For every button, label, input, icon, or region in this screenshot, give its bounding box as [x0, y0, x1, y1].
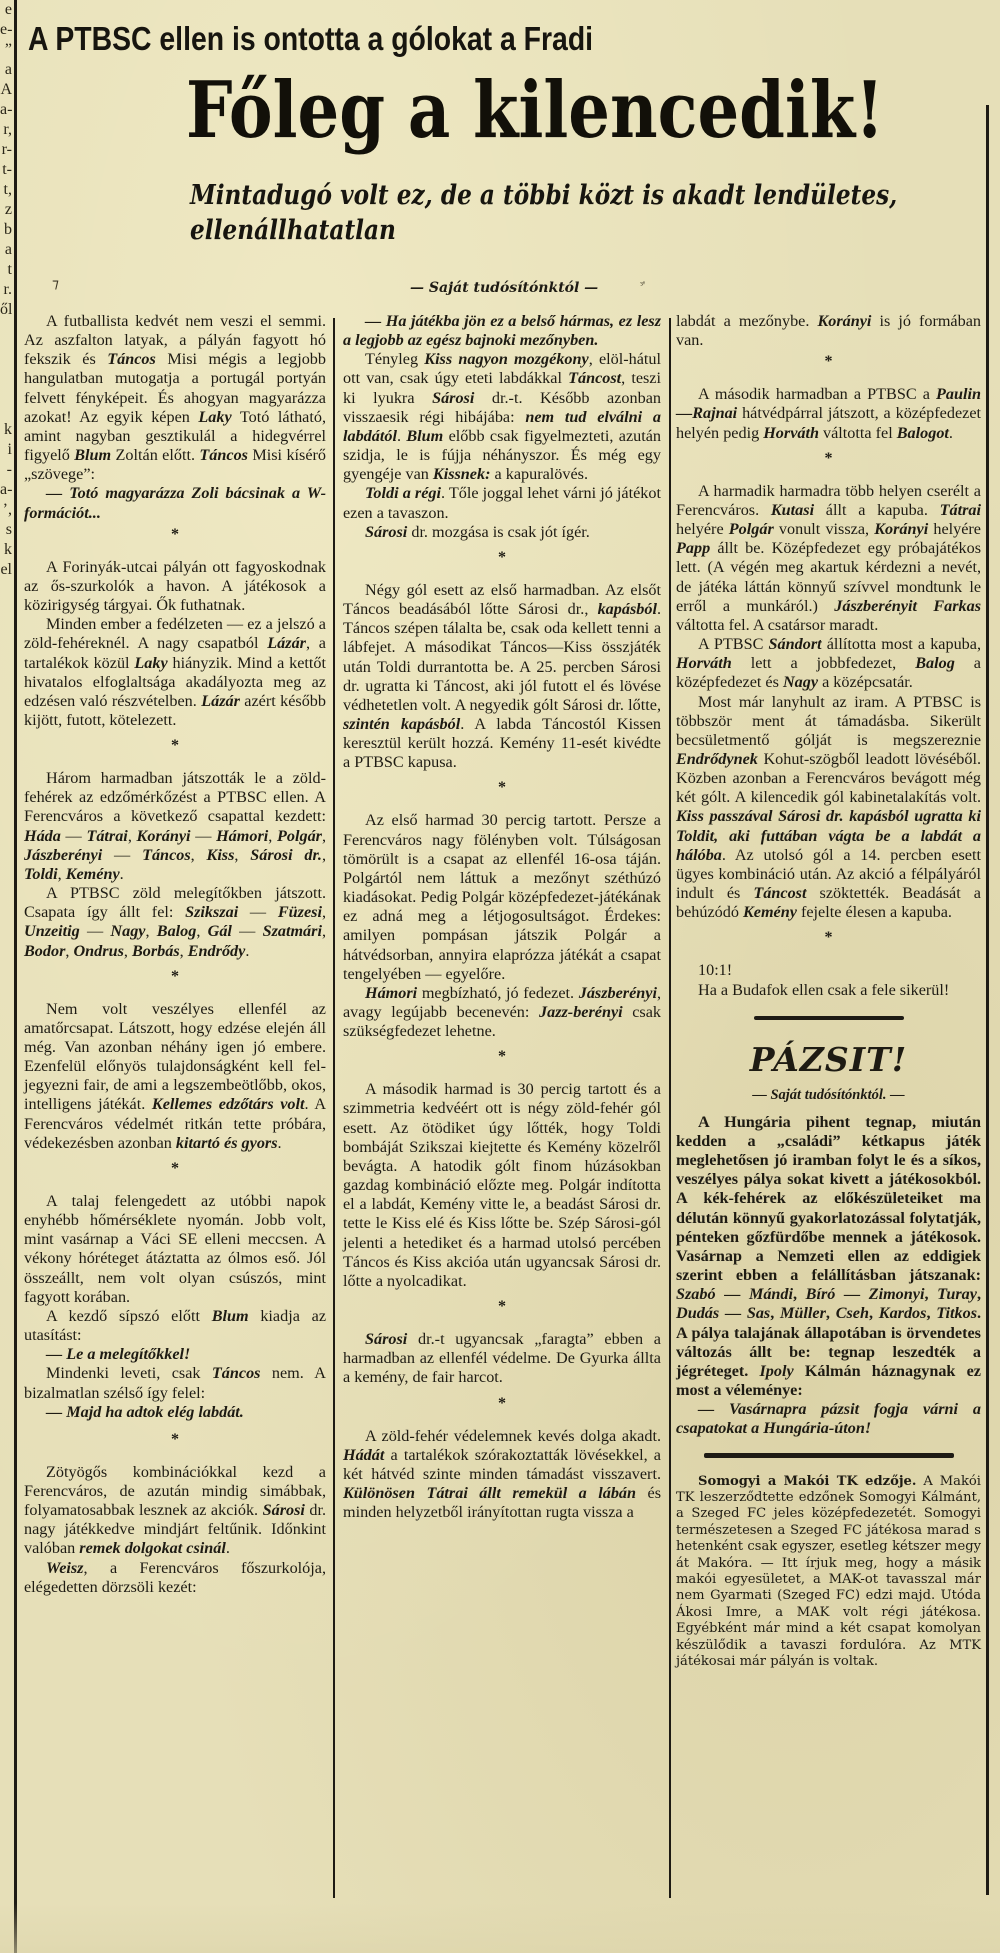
edge-fragment: z	[4, 201, 12, 218]
short-news-lead: Somogyi a Makói TK edzője.	[698, 1473, 917, 1489]
section-separator-star: *	[171, 1159, 179, 1177]
article-column-1	[24, 312, 326, 1597]
paragraph: A zöld-fehér védelemnek kevés dolga akadt. Hádát a tartalékok szórakoztatták lövésekkel, a két hátvéd szinte minden támadást visszavert. Különösen Tátrai állt remekül a lábán és minden helyzetből irányítottan rugta vissza a	[343, 1426, 661, 1522]
paragraph: Három harmadban játszották le a zöld-fehérek az edzőmérkőzést a PTBSC ellen. A Ferencváros a következő csapattal kezdett: Háda — Tátrai, Korányi — Hámori, Polgár, Jászberényi — Táncos, Kiss, Sárosi dr., Toldi, Kemény.	[24, 769, 327, 883]
quote-paragraph: — Majd ha adtok elég labdát.	[46, 1402, 244, 1421]
paragraph: Tényleg Kiss nagyon mozgékony, elöl-hátul ott van, csak úgy eteti labdákkal Táncost, teszi ki lyukra Sárosi dr.-t. Később azonban visszaesik régi hibájába: nem tud elválni a labdától. Blum előbb csak figyelmezteti, azután szidja, le is fújja néhányszor. És még egy gyengéje van Kissnek: a kapuralövés.	[343, 350, 661, 484]
paragraph: A talaj felengedett az utóbbi napok enyhébb hőmérséklete nyomán. Jobb volt, mint vasárnap a Váci SE elleni meccsen. A vékony hóréteget átáztatta az ólmos eső. Jól összeállt, nem volt olyan csúszós, mint fagyott korában.	[24, 1191, 326, 1306]
column-rule-1	[333, 318, 335, 1898]
paragraph: Négy gól esett az első harmadban. Az elsőt Táncos beadásából lőtte Sárosi dr., kapásból. Táncos szépen tálalta be, csak oda kellett tenni a lábfejet. A másodikat Táncos—Kiss összjáték után Toldi durrantotta be. A 25. percben Sárosi dr. ugratta ki Táncost, aki jól futott el és lövése védhetetlen volt. A negyedik gólt Sárosi dr. lőtte, szintén kapásból. A labda Táncostól Kissen keresztül került hozzá. Kemény 11-esét kivédte a PTBSC kapusa.	[343, 580, 661, 772]
edge-fragment: r.	[3, 281, 12, 298]
article-column-3	[676, 312, 981, 1670]
section-separator-star: *	[824, 929, 833, 947]
pazsit-headline: PÁZSIT!	[749, 1039, 908, 1079]
paragraph: A Hungária pihent tegnap, miután kedden a „családi” kétkapus játék meglehetősen jó iramban folyt le és a síkos, veszélyes pálya sokat kivett a játékosokból. A kék-fehérek az előkészületeiket ma délután könnyű gyakorlatozással folytatják, pénteken gőzfürdőbe mennek a játékosok. Vasárnap a Nemzeti ellen az eddigiek szerint ebben a felállításban játszanak: Szabó — Mándi, Bíró — Zimonyi, Turay, Dudás — Sas, Müller, Cseh, Kardos, Titkos. A pálya talajának állapotában is örvendetes változás állt be: tegnap leszedték a jégréteget. Ipoly Kálmán háznagynak ez most a véleménye:	[676, 1112, 982, 1400]
quote-paragraph: — Ha játékba jön ez a belső hármas, ez lesz a legjobb az egész bajnoki mezőnyben.	[343, 312, 661, 350]
column-rule-right	[986, 105, 989, 1895]
paragraph: A második harmadban a PTBSC a Paulin—Rajnai hátvédpárral játszott, a középfedezet helyén pedig Horváth váltotta fel Balogot.	[676, 385, 981, 442]
short-news-item	[676, 1474, 981, 1671]
quote-paragraph: — Le a melegítőkkel!	[46, 1345, 191, 1364]
section-separator-star: *	[498, 548, 506, 566]
section-separator-star: *	[171, 967, 179, 985]
short-news-body: A Makói TK leszerződtette edzőnek Somogyi Kálmánt, a Szeged FC jeles középfedezetét. Somogyi természetesen a Szeged FC játékosa marad s hetenként csak egyszer, esetleg kétszer megy át Makóra. — Itt írjuk meg, hogy a másik makói egyesületet, a MAK-ot tavasszal már nem Gyarmati (Szeged FC) edzi majd. Utóda Ákosi Imre, a MAK volt régi játékosa. Egyébként már mind a két csapat komolyan készülődik a tavaszi fordulóra. Az MTK játékosai már pályán is voltak.	[676, 1473, 981, 1669]
article-separator-rule	[704, 1453, 954, 1458]
edge-fragment: el	[0, 561, 12, 578]
paragraph: A kezdő sípszó előtt Blum kiadja az utasítást:	[24, 1306, 326, 1345]
edge-fragment: r,	[3, 121, 12, 138]
edge-fragment: b	[4, 221, 12, 238]
section-separator-star: *	[498, 1298, 506, 1316]
edge-fragment	[0, 380, 12, 400]
article-subheadline: Mintadugó volt ez, de a többi közt is akadt lendületes, ellenállhatatlan	[190, 180, 898, 246]
edge-fragment	[0, 340, 12, 360]
article-column-2	[343, 312, 661, 1522]
edge-fragment: k	[4, 541, 12, 558]
edge-fragment: t-	[2, 161, 12, 178]
edge-fragment: k	[4, 421, 12, 438]
edge-fragment: a-	[0, 101, 12, 118]
paragraph: Az első harmad 30 percig tartott. Persze a Ferencváros nagy fölényben volt. Túlságosan tömörült is a csapat az ellenfél 16-osa táján. Polgártól nem láttuk a mezőnyt széthúzó kiadásokat. Pedig Polgár középfedezet-játékának ez adná meg a létjogosultságot. Érdekes: amilyen pompásan játszik Polgár a hátvédsorban, annyira elaprózza játékát a csapat tengelyében — egyelőre.	[343, 811, 661, 983]
edge-fragment	[0, 320, 12, 340]
paragraph: Sárosi dr. mozgása is csak jót ígér.	[365, 522, 590, 541]
column-rule-2	[669, 318, 671, 1898]
edge-fragment: a	[4, 61, 12, 78]
edge-fragment: i	[7, 441, 12, 458]
paragraph: Hámori megbízható, jó fedezet. Jászberényi, avagy legújabb becenevén: Jazz-berényi csak szükségfedezet lehetne.	[343, 983, 662, 1041]
section-separator-star: *	[498, 779, 506, 797]
edge-fragment: t	[7, 261, 12, 278]
final-score: 10:1!	[698, 961, 733, 980]
paragraph: Weisz, a Ferencváros főszurkolója, elégedetten dörzsöli kezét:	[24, 1558, 326, 1596]
quote-paragraph: — Totó magyarázza Zoli bácsinak a W-formációt...	[24, 484, 326, 522]
article-headline: Főleg a kilencedik!	[186, 65, 885, 156]
edge-fragment: e-	[0, 21, 12, 38]
edge-fragment: e	[4, 1, 12, 18]
paragraph: Ha a Budafok ellen csak a fele sikerül!	[698, 980, 950, 999]
paragraph: A második harmad is 30 percig tartott és a szimmetria kedvéért ott is négy zöld-fehér gól esett. Az ötödiket úgy lőtték, hogy Toldi bombáját Szikszai kiejtette és Kemény közelről bevágta. A hatodik gólt finom húzásokban gazdag kombináció előzte meg. Polgár indította el a labdát, Kemény vitte le, a beadást Sárosi dr. tette le Kiss elé és Kiss lőtte be. Szép Sárosi-gól jelenti a hetediket és a harmad utolsó percében Táncos és Kiss akcióa után ugyancsak Sárosi dr. lőtte a nyolcadikat.	[343, 1080, 661, 1290]
edge-fragment: ’,	[2, 501, 12, 518]
paragraph: Zötyögős kombinációkkal kezd a Ferencváros, de azután mindig simábbak, folyamatosabbak lesznek az akciók. Sárosi dr. nagy játékkedve mindjárt feltűnik. Időnkint valóban remek dolgokat csinál.	[24, 1462, 327, 1558]
paragraph: A harmadik harmadra több helyen cserélt a Ferencváros. Kutasi állt a kapuba. Tátrai helyére Polgár vonult vissza, Korányi helyére Papp állt be. Középfedezet egy próbajátékos lett. (A végén meg akartuk kérdezni a nevét, de játéka láttán könnyű szívvel mondtunk le erről a munkáról.) Jászberényit Farkas váltotta fel. A csatársor maradt.	[676, 481, 981, 634]
quote-paragraph: — Vasárnapra pázsit fogja várni a csapatokat a Hungária-úton!	[676, 1400, 981, 1438]
section-separator-star: *	[171, 737, 179, 755]
section-separator-star: *	[171, 525, 179, 543]
edge-fragment: s	[5, 521, 12, 538]
paragraph: A PTBSC Sándort állította most a kapuba, Horváth lett a jobbfedezet, Balog a középfedezet és Nagy a középcsatár.	[676, 635, 981, 692]
section-separator-star: *	[498, 1394, 506, 1412]
edge-fragment: a	[4, 241, 12, 258]
edge-fragment: a-	[0, 481, 12, 498]
print-mark: ᵌ'	[640, 278, 646, 292]
paragraph: Most már lanyhult az iram. A PTBSC is többször ment át támadásba. Sikerült becsületmentő gólját is megszereznie Endrődynek Kohut-szögből leadott lövéséből. Közben azonban a Ferencváros bevágott még két gólt. A kilencedik gól kabinetalakítás volt. Kiss passzával Sárosi dr. kapásból ugratta ki Toldit, aki futtában vágta be a labdát a hálóba. Az utolsó gól a 14. percben esett ügyes kombináció után. Az akció a félpályáról indult és Táncost szöktették. Beadását a behúzódó Kemény fejelte élesen a kapuba.	[676, 692, 981, 922]
print-mark: ⁊	[52, 277, 59, 292]
edge-fragment: r-	[1, 141, 12, 158]
paragraph: Minden ember a fedélzeten — ez a jelszó a zöld-fehéreknél. A nagy csapatból Lázár, a tartalékok közül Laky hiányzik. Mind a kettőt hivatalos elfoglaltsága akadályozta meg az edzésen való részvételben. Lázár azért később kijött, futott, kötelezett.	[24, 615, 326, 729]
edge-fragment: A	[0, 81, 12, 98]
pazsit-byline: — Saját tudósítónktól. —	[752, 1086, 905, 1103]
paragraph: A PTBSC zöld melegítőkben játszott. Csapata így állt fel: Szikszai — Füzesi, Unzeitig — Nagy, Balog, Gál — Szatmári, Bodor, Ondrus, Borbás, Endrődy.	[24, 884, 326, 960]
page-bottom-margin	[0, 1903, 1000, 1953]
adjacent-column-fragment	[0, 0, 12, 1953]
column-rule-left	[14, 0, 17, 1953]
paragraph: Nem volt veszélyes ellenfél az amatőrcsapat. Látszott, hogy edzése elején áll még. Van azonban néhány igen jó embere. Ezenfelül előnyös tulajdonságként kell feljegyezni fair, de ami a legszembeötlőbb, okos, intelligens játékát. Kellemes edzőtárs volt. A Ferencváros védelmét ritkán tette próbára, védekezésben azonban kitartó és gyors.	[24, 999, 327, 1152]
edge-fragment: -	[6, 461, 12, 478]
article-kicker: A PTBSC ellen is ontotta a gólokat a Fradi	[28, 20, 594, 57]
edge-fragment: ől	[0, 301, 12, 318]
paragraph: Sárosi dr.-t ugyancsak „faragta” ebben a harmadban az ellenfél védelme. De Gyurka állta a kemény, de fair harcot.	[343, 1330, 661, 1387]
edge-fragment	[0, 360, 12, 380]
article-byline: — Saját tudósítónktól —	[410, 280, 599, 296]
section-separator-star: *	[824, 353, 833, 371]
paragraph: A futballista kedvét nem veszi el semmi. Az aszfalton latyak, a pályán fagyott hó fekszik és Táncos Misi mégis a legjobb hangulatban mutogatja a portugál portyán felvett fényképeit. És ahogyan magyarázza azokat! Az egyik képen Laky Totó látható, amint nagyban gesztikulál a hidegvérrel figyelő Blum Zoltán előtt. Táncos Misi kísérő „szövege”:	[24, 312, 327, 484]
section-separator-star: *	[498, 1048, 506, 1066]
section-separator-star: *	[824, 449, 833, 467]
article-separator-rule	[754, 1016, 904, 1020]
paragraph: Mindenki leveti, csak Táncos nem. A bizalmatlan szélső így felel:	[24, 1364, 326, 1402]
edge-fragment	[0, 400, 12, 420]
edge-fragment: ”	[4, 41, 12, 58]
section-separator-star: *	[171, 1430, 179, 1448]
paragraph: A Forinyák-utcai pályán ott fagyoskodnak az ős-szurkolók a havon. A játékosok a közirigység tárgyai. Ők futhatnak.	[24, 557, 326, 615]
paragraph: labdát a mezőnybe. Korányi is jó formában van.	[676, 312, 981, 350]
paragraph: Toldi a régi. Tőle joggal lehet várni jó játékot ezen a tavaszon.	[343, 484, 661, 522]
edge-fragment: t,	[3, 181, 12, 198]
